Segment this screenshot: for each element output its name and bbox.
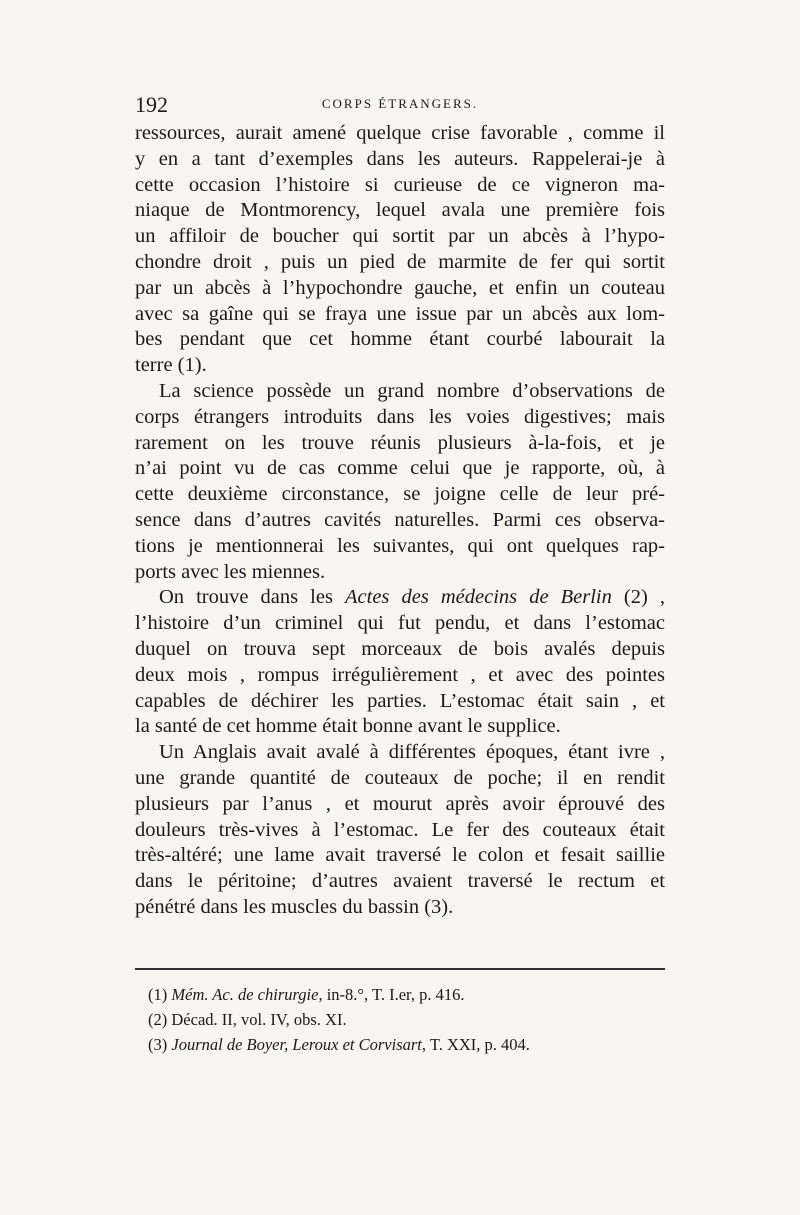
- footnote-detail: Décad. II, vol. IV, obs. XI.: [171, 1010, 347, 1029]
- text-line: une grande quantité de couteaux de poche; il en rendit: [135, 766, 665, 789]
- text-line: chondre droit , puis un pied de marmite de fer qui sortit: [135, 250, 665, 273]
- footnote-1: [148, 982, 668, 1007]
- footnote-rule: [135, 968, 665, 970]
- text-line: [135, 585, 665, 611]
- page-header: [135, 92, 665, 122]
- cited-work: Actes des médecins de Berlin: [345, 586, 612, 609]
- footnote-detail: , T. XXI, p. 404.: [421, 1035, 530, 1054]
- text-line: bes pendant que cet homme étant courbé labourait la: [135, 328, 665, 351]
- text-line: avec sa gaîne qui se fraya une issue par un abcès aux lom-: [135, 302, 665, 325]
- text-line: cette occasion l’histoire si curieuse de ce vigneron ma-: [135, 173, 665, 196]
- running-head: CORPS ÉTRANGERS.: [321, 96, 479, 111]
- page-number: 192: [135, 92, 168, 117]
- text-line: cette deuxième circonstance, se joigne celle de leur pré-: [135, 483, 665, 506]
- text-line: l’histoire d’un criminel qui fut pendu, et dans l’estomac: [135, 612, 665, 635]
- paragraph-1: [135, 121, 665, 379]
- text-line: y en a tant d’exemples dans les auteurs. Rappelerai-je à: [135, 147, 665, 170]
- text-line: ressources, aurait amené quelque crise favorable , comme il: [135, 122, 665, 144]
- text-line: très-altéré; une lame avait traversé le colon et fesait saillie: [135, 844, 665, 867]
- text-line: tions je mentionnerai les suivantes, qui ont quelques rap-: [135, 534, 665, 557]
- footnote-3: [148, 1032, 668, 1057]
- text-line: corps étrangers introduits dans les voies digestives; mais: [135, 405, 665, 428]
- footnotes: [148, 982, 668, 1057]
- footnote-source: Journal de Boyer, Leroux et Corvisart: [171, 1035, 422, 1054]
- text-line: capables de déchirer les parties. L’estomac était sain , et: [135, 689, 665, 712]
- footnote-number: (2): [148, 1010, 172, 1029]
- text-line: La science possède un grand nombre d’observations de: [159, 379, 665, 402]
- text-line: dans le péritoine; d’autres avaient traversé le rectum et: [135, 870, 665, 893]
- footnote-source: Mém. Ac. de chirurgie: [171, 985, 319, 1004]
- footnote-number: (3): [148, 1035, 172, 1054]
- text-line: plusieurs par l’anus , et mourut après avoir éprouvé des: [135, 792, 665, 815]
- text-line: douleurs très-vives à l’estomac. Le fer des couteaux était: [135, 818, 665, 841]
- text-line: n’ai point vu de cas comme celui que je rapporte, où, à: [135, 457, 665, 480]
- text-line: rarement on les trouve réunis plusieurs à-la-fois, et je: [135, 431, 665, 454]
- text-line: la santé de cet homme était bonne avant le supplice.: [135, 715, 561, 738]
- text-line: par un abcès à l’hypochondre gauche, et enfin un couteau: [135, 276, 665, 299]
- text-line: un affiloir de boucher qui sortit par un abcès à l’hypo-: [135, 225, 665, 248]
- footnote-2: [148, 1007, 668, 1032]
- paragraph-2: [135, 379, 665, 585]
- footnote-detail: , in-8.°, T. I.er, p. 416.: [318, 985, 465, 1004]
- text-run: On trouve dans les: [159, 586, 346, 609]
- text-line: ports avec les miennes.: [135, 560, 326, 583]
- text-line: duquel on trouva sept morceaux de bois avalés depuis: [135, 637, 665, 660]
- text-line: deux mois , rompus irrégulièrement , et avec des pointes: [135, 663, 665, 686]
- text-line: sence dans d’autres cavités naturelles. Parmi ces observa-: [135, 508, 665, 531]
- text-line: terre (1).: [135, 354, 207, 377]
- body-text: [135, 121, 665, 921]
- text-run: (2) ,: [611, 586, 665, 609]
- text-line: Un Anglais avait avalé à différentes époques, étant ivre ,: [159, 741, 665, 764]
- text-line: niaque de Montmorency, lequel avala une première fois: [135, 199, 665, 222]
- text-line: pénétré dans les muscles du bassin (3).: [135, 895, 454, 918]
- paragraph-4: [135, 740, 665, 921]
- paragraph-3: [135, 585, 665, 740]
- footnote-number: (1): [148, 985, 172, 1004]
